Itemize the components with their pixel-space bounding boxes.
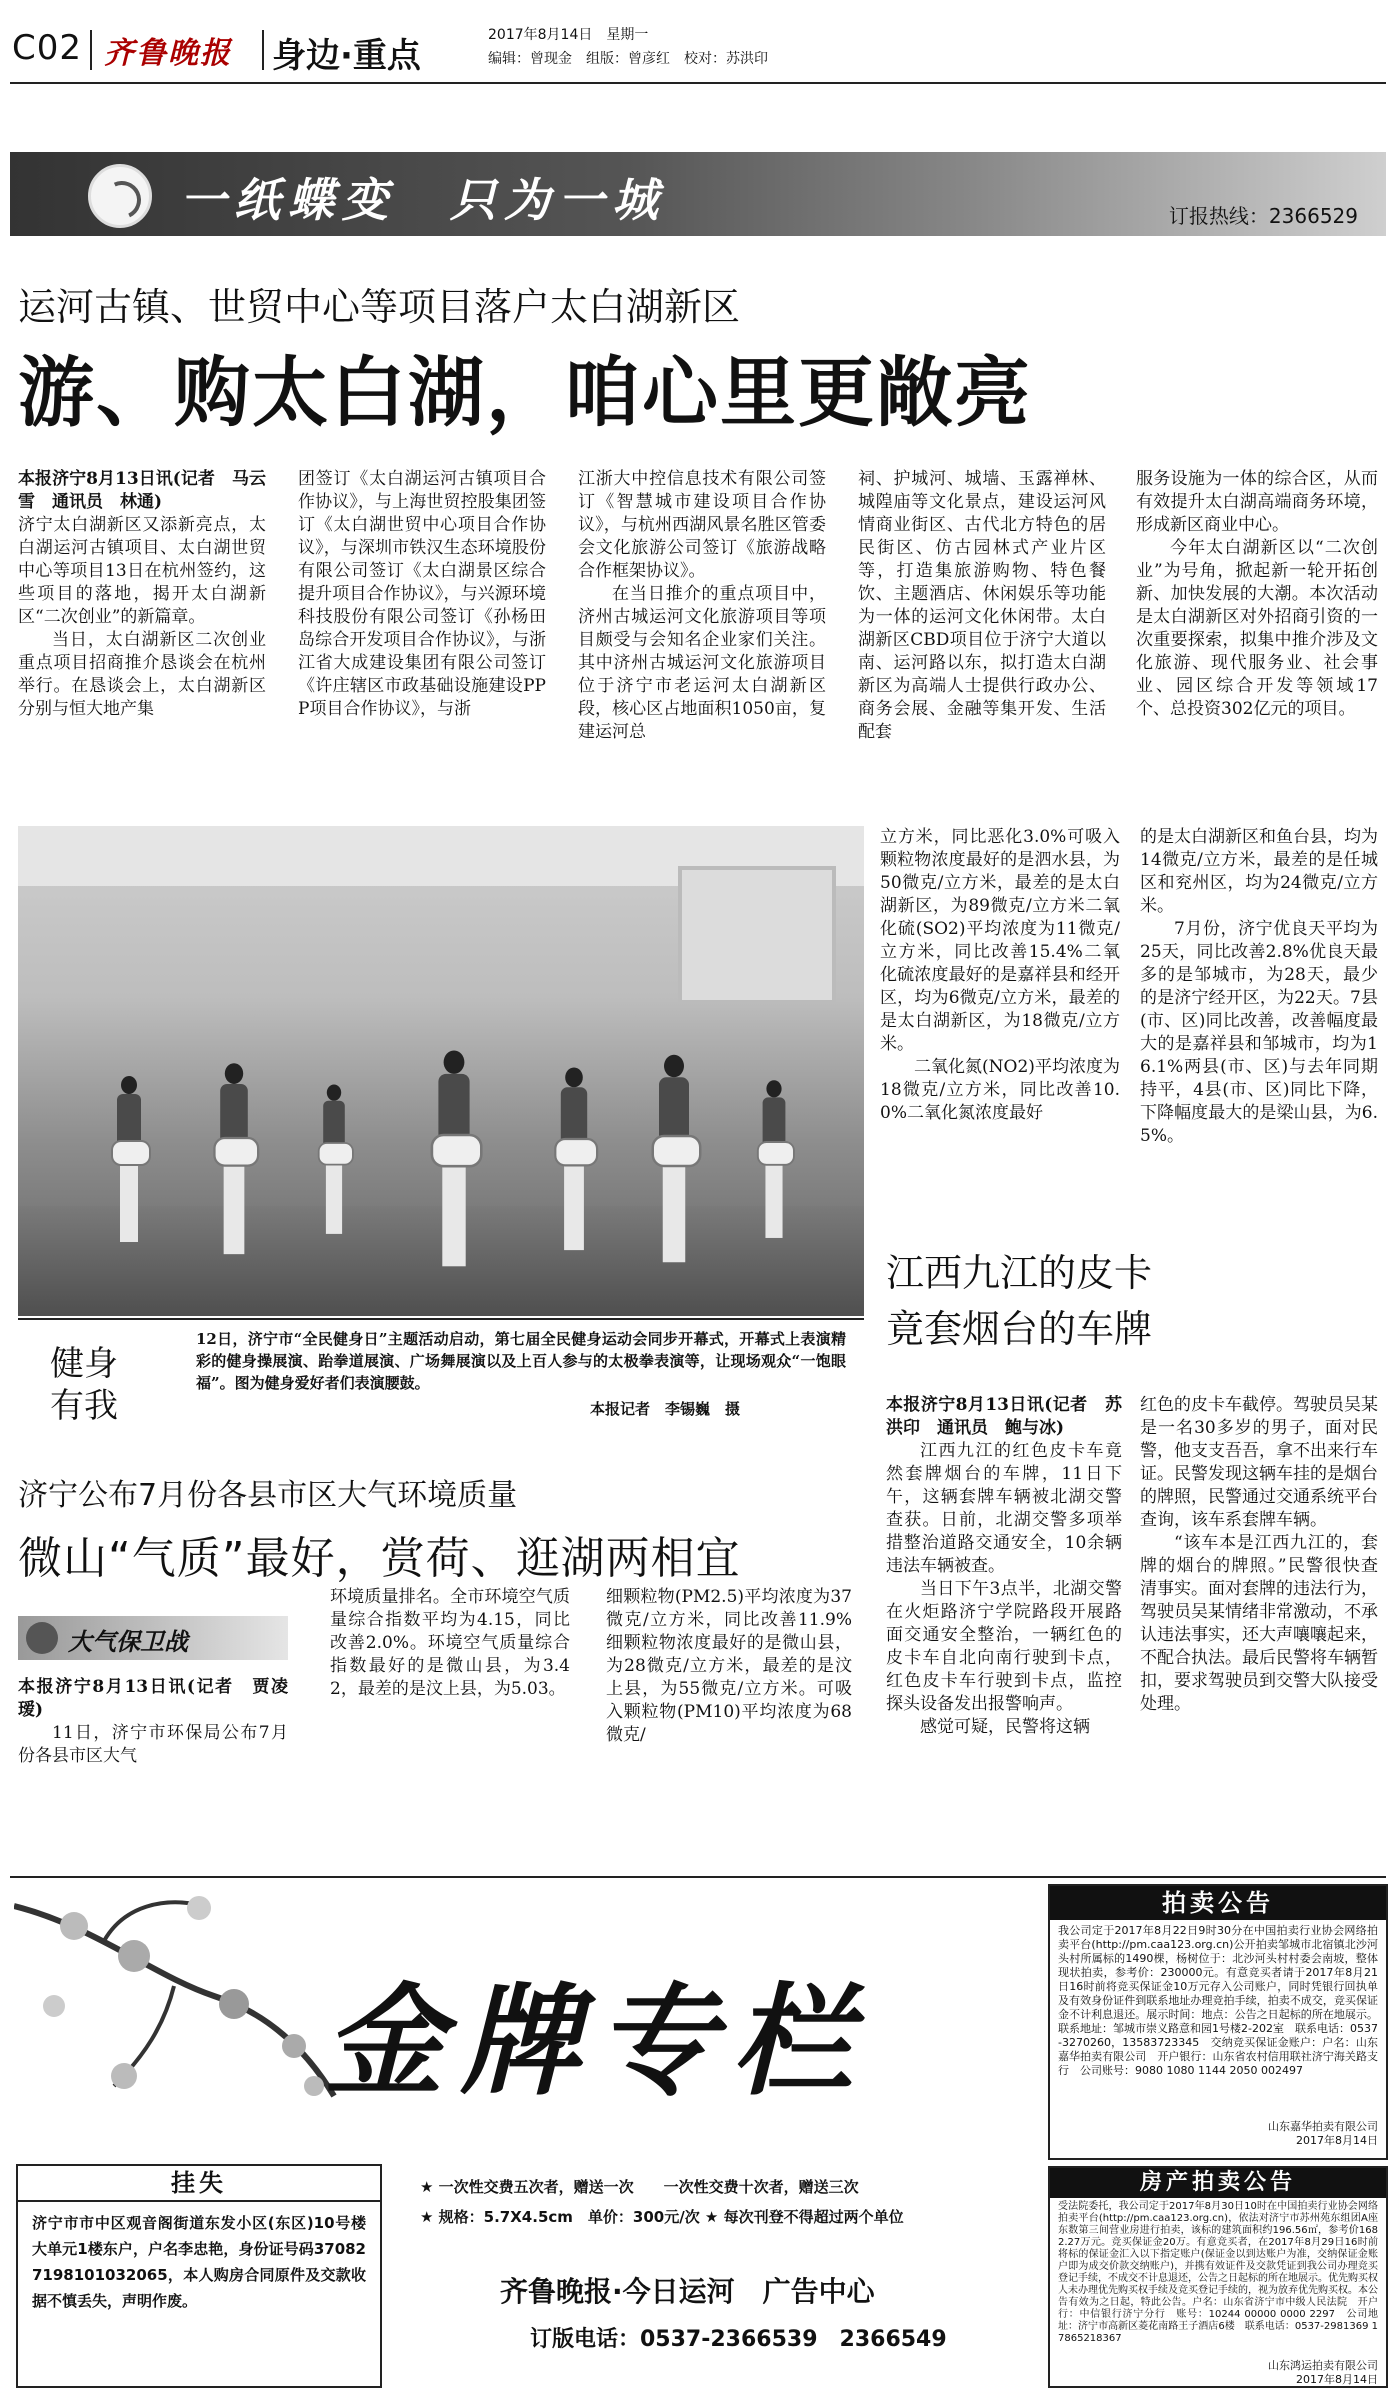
paragraph: 红色的皮卡车截停。驾驶员吴某是一名30多岁的男子，面对民警，他支支吾吾，拿不出来行车证。民警发现这辆车挂的是烟台的牌照，民警通过交通系统平台查询，该车系套牌车辆。 [1140, 1395, 1378, 1530]
air-column-3 [606, 1586, 852, 1747]
paragraph: 二氧化氮(NO2)平均浓度为18微克/立方米，同比改善10.0%二氧化氮浓度最好 [880, 1057, 1120, 1123]
paragraph: 济宁太白湖新区又添新亮点，太白湖运河古镇项目、太白湖世贸中心等项目13日在杭州签约，这些项目的落地，揭开太白湖新区“二次创业”的新篇章。 [18, 515, 266, 627]
ad-promo-1: ★ 一次性交费五次者，赠送一次 一次性交费十次者，赠送三次 [420, 2178, 859, 2196]
paragraph: 江西九江的红色皮卡车竟然套牌烟台的车牌，11日下午，这辆套牌车辆被北湖交警查获。日前，北湖交警多项举措整治道路交通安全，10余辆违法车辆被查。 [886, 1441, 1122, 1576]
jiujiang-headline-line1: 江西九江的皮卡 [886, 1251, 1153, 1295]
air-tag-globe-icon [26, 1622, 58, 1654]
property-auction-signer: 山东鸿运拍卖有限公司 [1268, 2359, 1378, 2372]
story1-column-3 [578, 468, 826, 744]
issue-date: 2017年8月14日 星期一 [488, 27, 649, 43]
photo-label-line1: 健身 [50, 1344, 118, 1384]
story1-headline: 游、购太白湖，咱心里更敞亮 [18, 348, 1032, 437]
air-column-5 [1140, 826, 1378, 1148]
air-tag [18, 1616, 288, 1660]
gold-column-ad [14, 1886, 1038, 2154]
plum-blossom-branch-icon [14, 1886, 344, 2126]
jiujiang-column-1 [886, 1394, 1122, 1739]
subscription-hotline: 订报热线：2366529 [1168, 204, 1358, 228]
property-auction-text: 受法院委托，我公司定于2017年8月30日10时在中国拍卖行业协会网络拍卖平台(http://pm.caa123.org.cn)，依法对济宁市苏州苑东组团A座东数第三间营业房进行拍卖，该标的建筑面积约196.56㎡，参考价1682.27万元。竞买保证金20万。有意竞买者，在2017年8月29日16时前将标的保证金汇入以下指定账户(保证金以到达账户为准，交纳保证金账户即为成交价款交纳账户)，并携有效证件及交款凭证到我公司办理竞买登记手续，不成交不计息退还，公告之日起标的所在地展示。优先购买权人未办理优先购买权手续及竞买登记手续的，视为放弃优先购买权。本公告有效为之日起，特此公告。户名：山东省济宁市中级人民法院 开户行：中信银行济宁分行 账号：10244 00000 0000 2297 公司地址：济宁市高新区菱花南路王子酒店6楼 联系电话：0537-2981369 17865218367 [1058, 2201, 1378, 2344]
story1-column-1 [18, 468, 266, 721]
story1-kicker: 运河古镇、世贸中心等项目落户太白湖新区 [18, 285, 741, 329]
jiujiang-column-2 [1140, 1394, 1378, 1716]
ad-phone: 订版电话：0537-2366539 2366549 [530, 2327, 947, 2352]
lost-notice-text: 济宁市市中区观音阁街道东发小区(东区)10号楼大单元1楼东户，户名李忠艳，身份证号码370827198101032065，本人购房合同原件及交款收据不慎丢失，声明作废。 [32, 2214, 366, 2310]
auction-notice-title: 拍卖公告 [1050, 1886, 1386, 1920]
air-column-4 [880, 826, 1120, 1125]
story1-column-2 [298, 468, 546, 721]
paragraph: 11日，济宁市环保局公布7月份各县市区大气 [18, 1723, 288, 1766]
ad-center: 齐鲁晚报·今日运河 广告中心 [500, 2275, 875, 2308]
auction-notice-date: 2017年8月14日 [1296, 2134, 1378, 2147]
paragraph: 7月份，济宁优良天平均为25天，同比改善2.8%优良天最多的是邹城市，为28天，最少的是济宁经开区，为22天。7县(市、区)同比改善，改善幅度最大的是嘉祥县和邹城市，均为16.1%两县(市、区)与去年同期持平，4县(市、区)同比下降，下降幅度最大的是梁山县，为6.5%。 [1140, 919, 1378, 1146]
property-auction-date: 2017年8月14日 [1296, 2373, 1378, 2386]
paragraph: 立方米，同比恶化3.0%可吸入颗粒物浓度最好的是泗水县，为50微克/立方米，最差的是太白湖新区，为89微克/立方米二氧化硫(SO2)平均浓度为11微克/立方米，同比改善15.4%二氧化硫浓度最好的是嘉祥县和经开区，均为6微克/立方米，最差的是太白湖新区，为18微克/立方米。 [880, 827, 1120, 1054]
paper-logo: 齐鲁晚报 [104, 36, 232, 71]
lost-notice-title: 挂失 [18, 2166, 380, 2202]
photo-caption: 12日，济宁市“全民健身日”主题活动启动，第七届全民健身运动会同步开幕式，开幕式上表演精彩的健身操展演、跆拳道展演、广场舞展演以及上百人参与的太极拳表演等，让现场观众“一饱眼福”。图为健身爱好者们表演腰鼓。 [196, 1330, 846, 1392]
page-number: C02 [12, 28, 83, 68]
banner [10, 152, 1386, 236]
property-auction-title: 房产拍卖公告 [1050, 2168, 1386, 2198]
lost-notice [16, 2164, 382, 2388]
photo-credit: 本报记者 李锡巍 摄 [590, 1400, 741, 1418]
paragraph: 环境质量排名。全市环境空气质量综合指数平均为4.15，同比改善2.0%。环境空气质量综合指数最好的是微山县，为3.42，最差的是汶上县，为5.03。 [330, 1587, 570, 1699]
paragraph: 当日，太白湖新区二次创业重点项目招商推介恳谈会在杭州举行。在恳谈会上，太白湖新区分别与恒大地产集 [18, 630, 266, 719]
paper-emblem-icon [88, 164, 152, 228]
story1-byline: 本报济宁8月13日讯(记者 马云雪 通讯员 林通) [18, 469, 266, 512]
air-kicker: 济宁公布7月份各县市区大气环境质量 [18, 1478, 518, 1513]
story1-column-4 [858, 468, 1106, 744]
ad-promo-2: ★ 规格：5.7X4.5cm 单价：300元/次 ★ 每次刊登不得超过两个单位 [420, 2208, 904, 2226]
air-column-2 [330, 1586, 570, 1701]
story1-column-5 [1136, 468, 1378, 721]
jiujiang-headline-line2: 竟套烟台的车牌 [886, 1307, 1153, 1351]
banner-slogan: 一纸蝶变 只为一城 [180, 173, 666, 227]
paragraph: 当日下午3点半，北湖交警在火炬路济宁学院路段开展路面交通安全整治，一辆红色的皮卡车自北向南行驶到卡点，红色皮卡车行驶到卡点，监控探头设备发出报警响声。 [886, 1579, 1122, 1714]
editor-credits: 编辑：曾现金 组版：曾彦红 校对：苏洪印 [488, 51, 768, 67]
paragraph: 细颗粒物(PM2.5)平均浓度为37微克/立方米，同比改善11.9%细颗粒物浓度最好的是微山县，为28微克/立方米，最差的是汶上县，为55微克/立方米。可吸入颗粒物(PM10)平均浓度为68微克/ [606, 1587, 852, 1745]
auction-notice-text: 我公司定于2017年8月22日9时30分在中国拍卖行业协会网络拍卖平台(http://pm.caa123.org.cn)公开拍卖邹城市北宿镇北沙河头村所属标的1490棵，杨树位于：北沙河头村村委会南坡，整体现状拍卖，参考价：230000元。有意竞买者请于2017年8月21日16时前将竞买保证金10万元存入公司账户，同时凭银行回执单及有效身份证件到联系地址办理竞拍手续，拍卖不成交，竞买保证金不计利息退还。展示时间：地点：公告之日起标的所在地展示。联系地址：邹城市崇义路意和园1号楼2-202室 联系电话：0537-3270260，13583723345 交纳竞买保证金账户：户名：山东嘉华拍卖有限公司 开户银行：山东省农村信用联社济宁海关路支行 公司账号：9080 1080 1144 2050 002497 [1058, 1924, 1378, 2077]
paragraph: 的是太白湖新区和鱼台县，均为14微克/立方米，最差的是任城区和兖州区，均为24微克/立方米。 [1140, 827, 1378, 916]
property-auction-notice [1048, 2166, 1388, 2388]
photo-label-line2: 有我 [50, 1386, 118, 1426]
paragraph: 服务设施为一体的综合区，从而有效提升太白湖高端商务环境，形成新区商业中心。 [1136, 469, 1378, 535]
section-title: 身边·重点 [272, 36, 421, 76]
jiujiang-byline: 本报济宁8月13日讯(记者 苏洪印 通讯员 鲍与冰) [886, 1395, 1122, 1438]
air-byline: 本报济宁8月13日讯(记者 贾凌瑷) [18, 1677, 288, 1720]
paragraph: 江浙大中控信息技术有限公司签订《智慧城市建设项目合作协议》，与杭州西湖风景名胜区管委会文化旅游公司签订《旅游战略合作框架协议》。 [578, 469, 826, 581]
air-headline: 微山“气质”最好，赏荷、逛湖两相宜 [18, 1533, 741, 1584]
paragraph: 团签订《太白湖运河古镇项目合作协议》，与上海世贸控股集团签订《太白湖世贸中心项目合作协议》，与深圳市铁汉生态环境股份有限公司签订《太白湖景区综合提升项目合作协议》，与兴源环境科技股份有限公司签订《孙杨田岛综合开发项目合作协议》，与浙江省大成建设集团有限公司签订《许庄辖区市政基础设施建设PPP项目合作协议》，与浙 [298, 469, 546, 719]
fitness-photo [18, 826, 864, 1316]
paragraph: 感觉可疑，民警将这辆 [920, 1717, 1090, 1737]
paragraph: 今年太白湖新区以“二次创业”为号角，掀起新一轮开拓创新、加快发展的大潮。本次活动是太白湖新区对外招商引资的一次重要探索，拟集中推介涉及文化旅游、现代服务业、社会事业、园区综合开发等领域17个、总投资302亿元的项目。 [1136, 538, 1378, 719]
paragraph: 在当日推介的重点项目中，济州古城运河文化旅游项目等项目颇受与会知名企业家们关注。其中济州古城运河文化旅游项目位于济宁市老运河太白湖新区段，核心区占地面积1050亩，复建运河总 [578, 584, 826, 742]
ad-brand: 金牌专栏 [324, 1971, 868, 2112]
paragraph: 祠、护城河、城墙、玉露禅林、城隍庙等文化景点，建设运河风情商业街区、古代北方特色的居民街区、仿古园林式产业片区等，打造集旅游购物、特色餐饮、主题酒店、休闲娱乐等功能为一体的运河文化休闲带。太白湖新区CBD项目位于济宁大道以南、运河路以东，拟打造太白湖新区为高端人士提供行政办公、商务会展、金融等集开发、生活配套 [858, 469, 1106, 742]
auction-notice-signer: 山东嘉华拍卖有限公司 [1268, 2120, 1378, 2133]
air-column-1 [18, 1676, 288, 1768]
paragraph: “该车本是江西九江的，套牌的烟台的牌照。”民警很快查清事实。面对套牌的违法行为，驾驶员吴某情绪非常激动，不承认违法事实，还大声嚷嚷起来，不配合执法。最后民警将车辆暂扣，要求驾驶员到交警大队接受处理。 [1140, 1533, 1378, 1714]
air-tag-text: 大气保卫战 [68, 1628, 188, 1656]
auction-notice [1048, 1884, 1388, 2160]
